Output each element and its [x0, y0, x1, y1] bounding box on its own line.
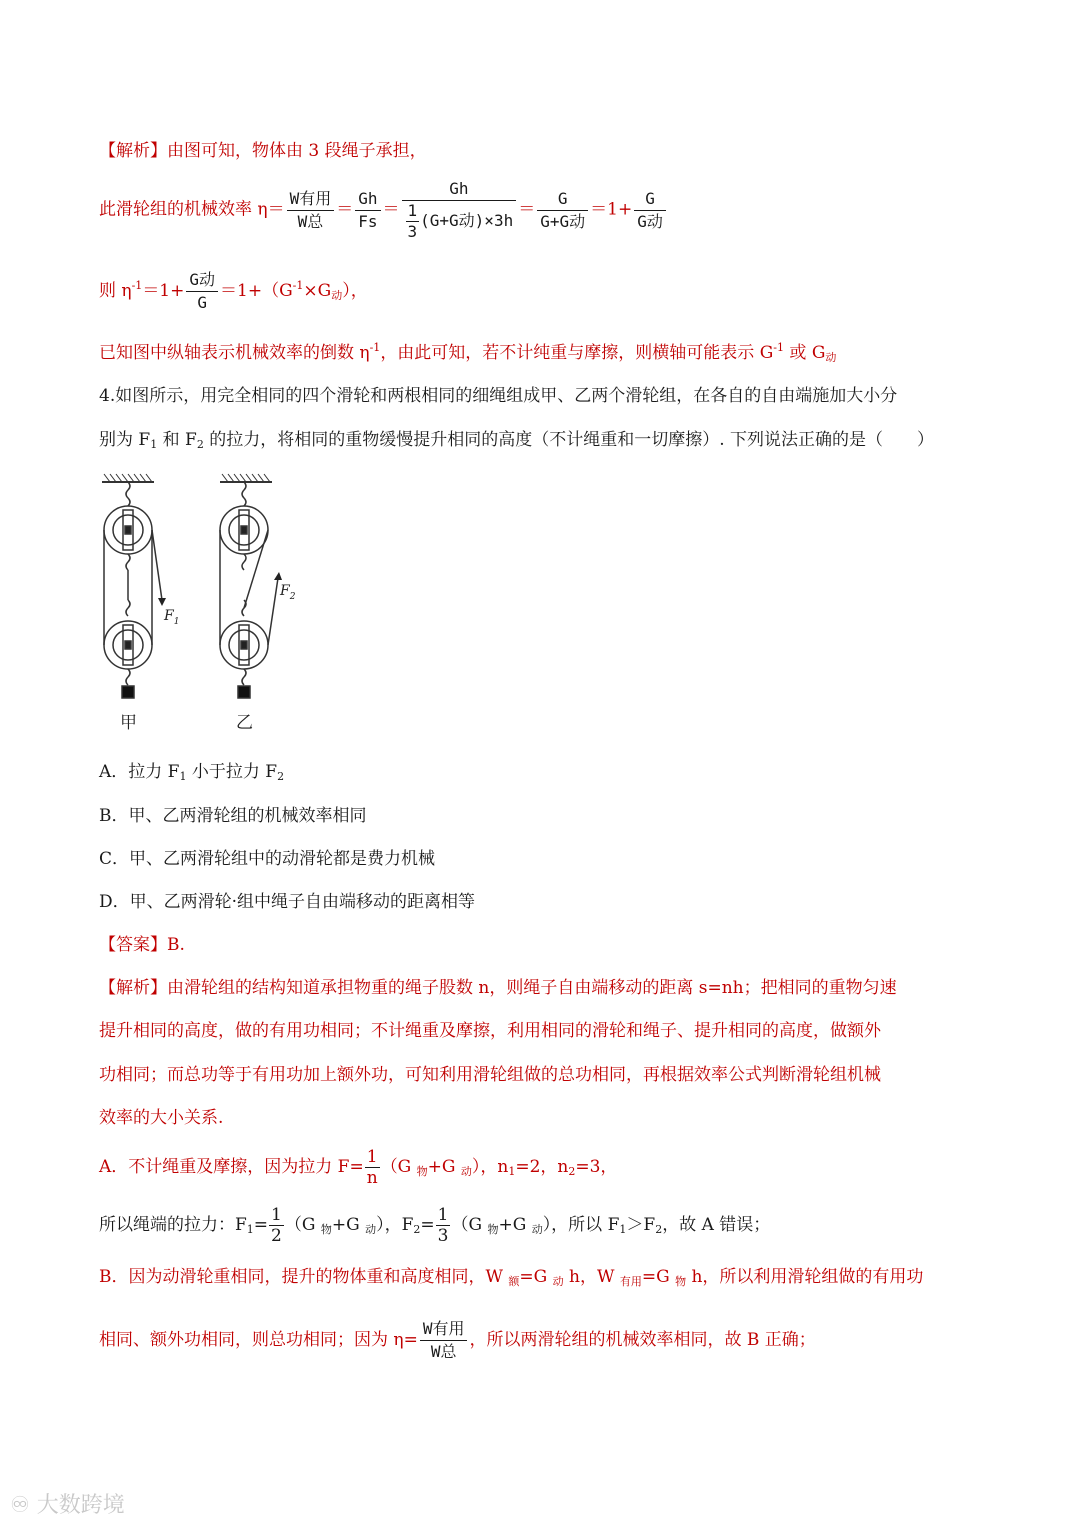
q-text: 和 F: [157, 430, 197, 450]
superscript: -1: [773, 341, 785, 354]
a-text: ），n: [471, 1157, 509, 1177]
analysis2-line3: 功相同；而总功等于有用功加上额外功，可知利用滑轮组做的总功相同，再根据效率公式判断滑轮组机械: [99, 1065, 881, 1085]
subscript: 有用: [619, 1275, 642, 1288]
subscript: 物: [320, 1223, 332, 1236]
fraction-w-useful-over-total: [420, 1318, 468, 1363]
inverse-tail: ＝1+（G: [220, 281, 293, 301]
force2-label: $F_2$: [280, 583, 296, 602]
analysis2-so: [99, 1200, 770, 1255]
subscript: 2: [655, 1223, 663, 1236]
b-text: =G: [519, 1267, 553, 1287]
so-text: （G: [284, 1215, 321, 1235]
frac-num: G动: [189, 270, 216, 289]
left-pulley-system: [102, 474, 166, 698]
fraction-g-over-sum: [537, 188, 588, 233]
frac-den: 3: [437, 1226, 449, 1246]
so-text: ），F: [376, 1215, 414, 1235]
watermark: [10, 1488, 125, 1519]
one-plus: ＝1+: [590, 199, 633, 220]
equals-sign: ＝: [336, 199, 354, 220]
inverse-mid: ＝1+: [142, 281, 185, 301]
subscript: 物: [675, 1275, 687, 1288]
a-text: （G: [380, 1157, 417, 1177]
subscript: 2: [277, 770, 285, 783]
question4-line2: [99, 427, 934, 458]
conclusion-text: ，由此可知，若不计纯重与摩擦，则横轴可能表示 G: [380, 343, 774, 363]
efficiency-formula: [99, 178, 668, 242]
so-text: =: [253, 1215, 269, 1235]
subscript: 1: [179, 770, 187, 783]
option-d: D．甲、乙两滑轮·组中绳子自由端移动的距离相等: [99, 892, 476, 912]
equals-sign: ＝: [518, 199, 536, 220]
right-pulley-system: [220, 474, 282, 698]
so-text: =: [420, 1215, 435, 1235]
question4-line1: 4.如图所示，用完全相同的四个滑轮和两根相同的细绳组成甲、乙两个滑轮组，在各自的自由端施加大小分: [99, 386, 898, 406]
conclusion-text: 已知图中纵轴表示机械效率的倒数 η: [99, 343, 370, 363]
subscript: 1: [619, 1223, 627, 1236]
fraction-gh-over-fs: [355, 188, 380, 233]
analysis2-line2: 提升相同的高度，做的有用功相同；不计绳重及摩擦，利用相同的滑轮和绳子、提升相同的高度，做额外: [99, 1021, 881, 1041]
analysis2-b2: [99, 1312, 816, 1368]
inverse-prefix: 则 η: [99, 281, 132, 301]
frac-den: 3: [407, 222, 418, 241]
analysis2-b: [99, 1264, 923, 1295]
b2-text: ，所以两滑轮组的机械效率相同，故 B 正确；: [469, 1330, 816, 1350]
frac-num: Gh: [358, 188, 378, 208]
so-text: 所以绳端的拉力：F: [99, 1215, 247, 1235]
frac-den: G动: [634, 210, 666, 233]
one-over-n: [365, 1147, 380, 1188]
analysis1-conclusion: [99, 335, 836, 371]
b-text: =G: [641, 1267, 676, 1287]
frac-num: G: [557, 188, 568, 208]
analysis2-line4: 效率的大小关系.: [99, 1108, 224, 1128]
answer-value: B.: [167, 935, 185, 955]
one-half: [269, 1205, 284, 1246]
subscript: 动: [365, 1223, 377, 1236]
option-text: 小于拉力 F: [186, 762, 278, 782]
answer-tag: 【答案】: [99, 935, 167, 955]
subscript: 额: [508, 1275, 520, 1288]
subscript: 2: [196, 438, 204, 451]
a-text: =2，n: [515, 1157, 569, 1177]
analysis-text: 由滑轮组的结构知道承担物重的绳子股数 n，则绳子自由端移动的距离 s=nh；把相同的重物匀速: [167, 978, 897, 998]
subscript: 动: [552, 1275, 564, 1288]
equals-sign: ＝: [382, 199, 400, 220]
right-label: 乙: [236, 713, 253, 733]
fraction-g-over-gmove: [634, 188, 666, 233]
so-text: +G: [498, 1215, 532, 1235]
pulley-diagram: [92, 470, 322, 740]
subscript: 动: [331, 289, 343, 302]
frac-den: G+G动: [537, 210, 588, 233]
a-text: =3，: [575, 1157, 618, 1177]
superscript: -1: [369, 341, 381, 354]
q-text: 别为 F: [99, 430, 151, 450]
b2-text: 相同、额外功相同，则总功相同；因为 η=: [99, 1330, 418, 1350]
one-third: [436, 1205, 451, 1246]
subscript: 动: [460, 1165, 472, 1178]
fraction-w-useful-over-total: [287, 188, 335, 233]
subscript: 1: [150, 438, 158, 451]
frac-num: 1: [366, 1147, 378, 1167]
option-text: A．拉力 F: [99, 762, 180, 782]
subscript: 物: [416, 1165, 428, 1178]
answer-line: [99, 932, 185, 958]
frac-den: G: [186, 291, 218, 314]
analysis2-a: [99, 1142, 617, 1197]
frac-num: G: [645, 188, 655, 208]
analysis-text: 由图可知，物体由 3 段绳子承担，: [167, 141, 427, 161]
subscript: 2: [568, 1165, 576, 1178]
frac-den: W总: [287, 210, 335, 233]
option-a: [99, 759, 284, 790]
subscript: 1: [508, 1165, 516, 1178]
watermark-text: 大数跨境: [36, 1493, 125, 1518]
frac-den-rest: (G+G动)×3h: [420, 211, 514, 230]
so-text: ＞F: [626, 1215, 656, 1235]
option-c: C．甲、乙两滑轮组中的动滑轮都是费力机械: [99, 849, 436, 869]
conclusion-text: 或 G: [784, 343, 826, 363]
analysis-tag: 【解析】: [99, 141, 167, 161]
analysis-tag: 【解析】: [99, 978, 167, 998]
left-label: 甲: [120, 713, 137, 733]
subscript: 动: [531, 1223, 543, 1236]
inverse-tail2: ×G: [303, 281, 332, 301]
subscript: 2: [413, 1223, 421, 1236]
option-b: B．甲、乙两滑轮组的机械效率相同: [99, 806, 367, 826]
b-text: B．因为动滑轮重相同，提升的物体重和高度相同，W: [99, 1267, 509, 1287]
analysis1-line1: [99, 138, 427, 164]
fraction-gh-over-expression: [402, 178, 517, 242]
superscript: -1: [131, 279, 143, 292]
pulley-figure: [92, 470, 322, 745]
frac-num: 1: [437, 1205, 449, 1225]
frac-num: 1: [271, 1205, 282, 1225]
so-text: ，故 A 错误；: [662, 1215, 771, 1235]
analysis2-line1: [99, 975, 897, 1001]
subscript: 动: [825, 351, 837, 364]
subscript: 1: [246, 1223, 254, 1236]
frac-num: W有用: [422, 1319, 465, 1338]
frac-den: 2: [271, 1226, 282, 1246]
superscript: -1: [292, 279, 304, 292]
a-text: A．不计绳重及摩擦，因为拉力 F=: [99, 1157, 364, 1177]
fraction-gmove-over-g: [186, 269, 218, 314]
a-text: +G: [427, 1157, 461, 1177]
efficiency-prefix: 此滑轮组的机械效率 η＝: [99, 199, 285, 220]
frac-den: Fs: [355, 210, 380, 233]
so-text: （G: [451, 1215, 488, 1235]
one-third: [406, 201, 420, 242]
subscript: 物: [487, 1223, 499, 1236]
inverse-formula: [99, 258, 368, 324]
b-text: h，W: [563, 1267, 620, 1287]
frac-num: W有用: [289, 188, 332, 208]
force1-label: $F_1$: [164, 608, 180, 627]
so-text: +G: [331, 1215, 366, 1235]
watermark-logo-icon: ♾: [10, 1493, 30, 1518]
frac-den: W总: [420, 1340, 468, 1363]
so-text: ），所以 F: [542, 1215, 620, 1235]
frac-num: 1: [407, 201, 418, 220]
frac-den: [402, 200, 517, 242]
frac-num: Gh: [449, 179, 469, 198]
q-text: 的拉力，将相同的重物缓慢提升相同的高度（不计绳重和一切摩擦）. 下列说法正确的是（ ）: [203, 430, 935, 450]
inverse-end: ），: [342, 281, 368, 301]
b-text: h，所以利用滑轮组做的有用功: [686, 1267, 924, 1287]
frac-den: n: [366, 1168, 378, 1188]
